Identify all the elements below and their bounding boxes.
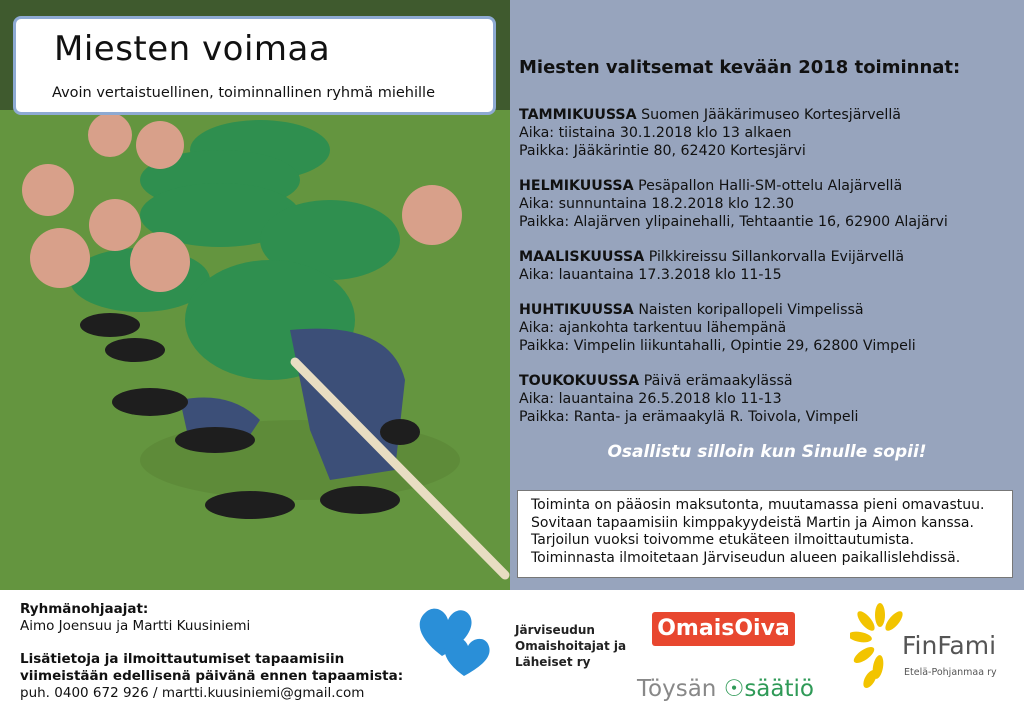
event-time: Aika: lauantaina 26.5.2018 klo 11-13 — [519, 391, 782, 407]
sunflower-icon — [850, 603, 910, 693]
event-january — [519, 106, 1019, 160]
event-time: Aika: tiistaina 30.1.2018 klo 13 alkaen — [519, 125, 792, 141]
saatio-text: säätiö — [744, 676, 814, 702]
event-month: TOUKOKUUSSA — [519, 373, 640, 389]
event-time: Aika: lauantaina 17.3.2018 klo 11-15 — [519, 267, 782, 283]
event-may — [519, 372, 1019, 426]
leaders-label: Ryhmänohjaajat: — [20, 601, 149, 617]
event-april — [519, 301, 1019, 355]
events-list — [519, 106, 1019, 443]
event-march — [519, 248, 1019, 284]
toysan-saatio-logo — [637, 676, 814, 702]
event-month: HUHTIKUUSSA — [519, 302, 634, 318]
event-title: Pesäpallon Halli-SM-ottelu Alajärvellä — [638, 178, 903, 194]
event-time: Aika: sunnuntaina 18.2.2018 klo 12.30 — [519, 196, 795, 212]
event-place: Paikka: Jääkärintie 80, 62420 Kortesjärvi — [519, 143, 806, 159]
event-place: Paikka: Ranta- ja erämaakylä R. Toivola, Vimpeli — [519, 409, 859, 425]
activities-heading: Miesten valitsemat kevään 2018 toiminnat: — [519, 57, 961, 78]
omaisoiva-logo: OmaisOiva — [652, 612, 795, 646]
signup-line-1: Lisätietoja ja ilmoittautumiset tapaamisiin — [20, 651, 345, 667]
event-place: Paikka: Vimpelin liikuntahalli, Opintie 29, 62800 Vimpeli — [519, 338, 916, 354]
contact-info — [20, 601, 403, 702]
event-month: MAALISKUUSSA — [519, 249, 645, 265]
toysan-text: Töysän — [637, 676, 724, 702]
event-title: Suomen Jääkärimuseo Kortesjärvellä — [641, 107, 901, 123]
activities-panel — [510, 0, 1024, 590]
event-february — [519, 177, 1019, 231]
jarviseutu-name-line: Läheiset ry — [515, 655, 591, 669]
event-title: Päivä erämaakylässä — [643, 373, 793, 389]
event-month: HELMIKUUSSA — [519, 178, 634, 194]
jarviseutu-name-line: Omaishoitajat ja — [515, 639, 627, 653]
leaders-names: Aimo Joensuu ja Martti Kuusiniemi — [20, 618, 251, 634]
contact-details: puh. 0400 672 926 / martti.kuusiniemi@gmail.com — [20, 685, 365, 701]
jarviseutu-name-line: Järviseudun — [515, 623, 595, 637]
saatio-mark-icon: ☉ — [723, 676, 745, 702]
finfami-logo — [850, 603, 1020, 693]
info-line: Tarjoilun vuoksi toivomme etukäteen ilmoittautumista. — [531, 532, 915, 548]
jarviseutu-logo — [414, 604, 627, 684]
info-line: Toiminnasta ilmoitetaan Järviseudun alueen paikallislehdissä. — [531, 549, 961, 566]
info-line: Toiminta on pääosin maksutonta, muutamassa pieni omavastuu. — [531, 497, 985, 513]
page-title: Miesten voimaa — [54, 29, 331, 69]
page-subtitle: Avoin vertaistuellinen, toiminnallinen ryhmä miehille — [52, 85, 435, 101]
event-time: Aika: ajankohta tarkentuu lähempänä — [519, 320, 787, 336]
event-place: Paikka: Alajärven ylipainehalli, Tehtaantie 16, 62900 Alajärvi — [519, 214, 948, 230]
info-line: Sovitaan tapaamisiin kimppakyydeistä Martin ja Aimon kanssa. — [531, 514, 974, 531]
event-month: TAMMIKUUSSA — [519, 107, 637, 123]
call-to-action: Osallistu silloin kun Sinulle sopii! — [607, 442, 927, 462]
signup-line-2: viimeistään edellisenä päivänä ennen tapaamista: — [20, 668, 404, 684]
finfami-name: FinFami — [902, 631, 997, 660]
event-title: Pilkkireissu Sillankorvalla Evijärvellä — [648, 249, 905, 265]
info-box — [517, 490, 1013, 578]
finfami-region: Etelä-Pohjanmaa ry — [904, 667, 997, 678]
event-title: Naisten koripallopeli Vimpelissä — [638, 302, 864, 318]
title-box — [13, 16, 496, 115]
hearts-icon — [414, 604, 510, 684]
